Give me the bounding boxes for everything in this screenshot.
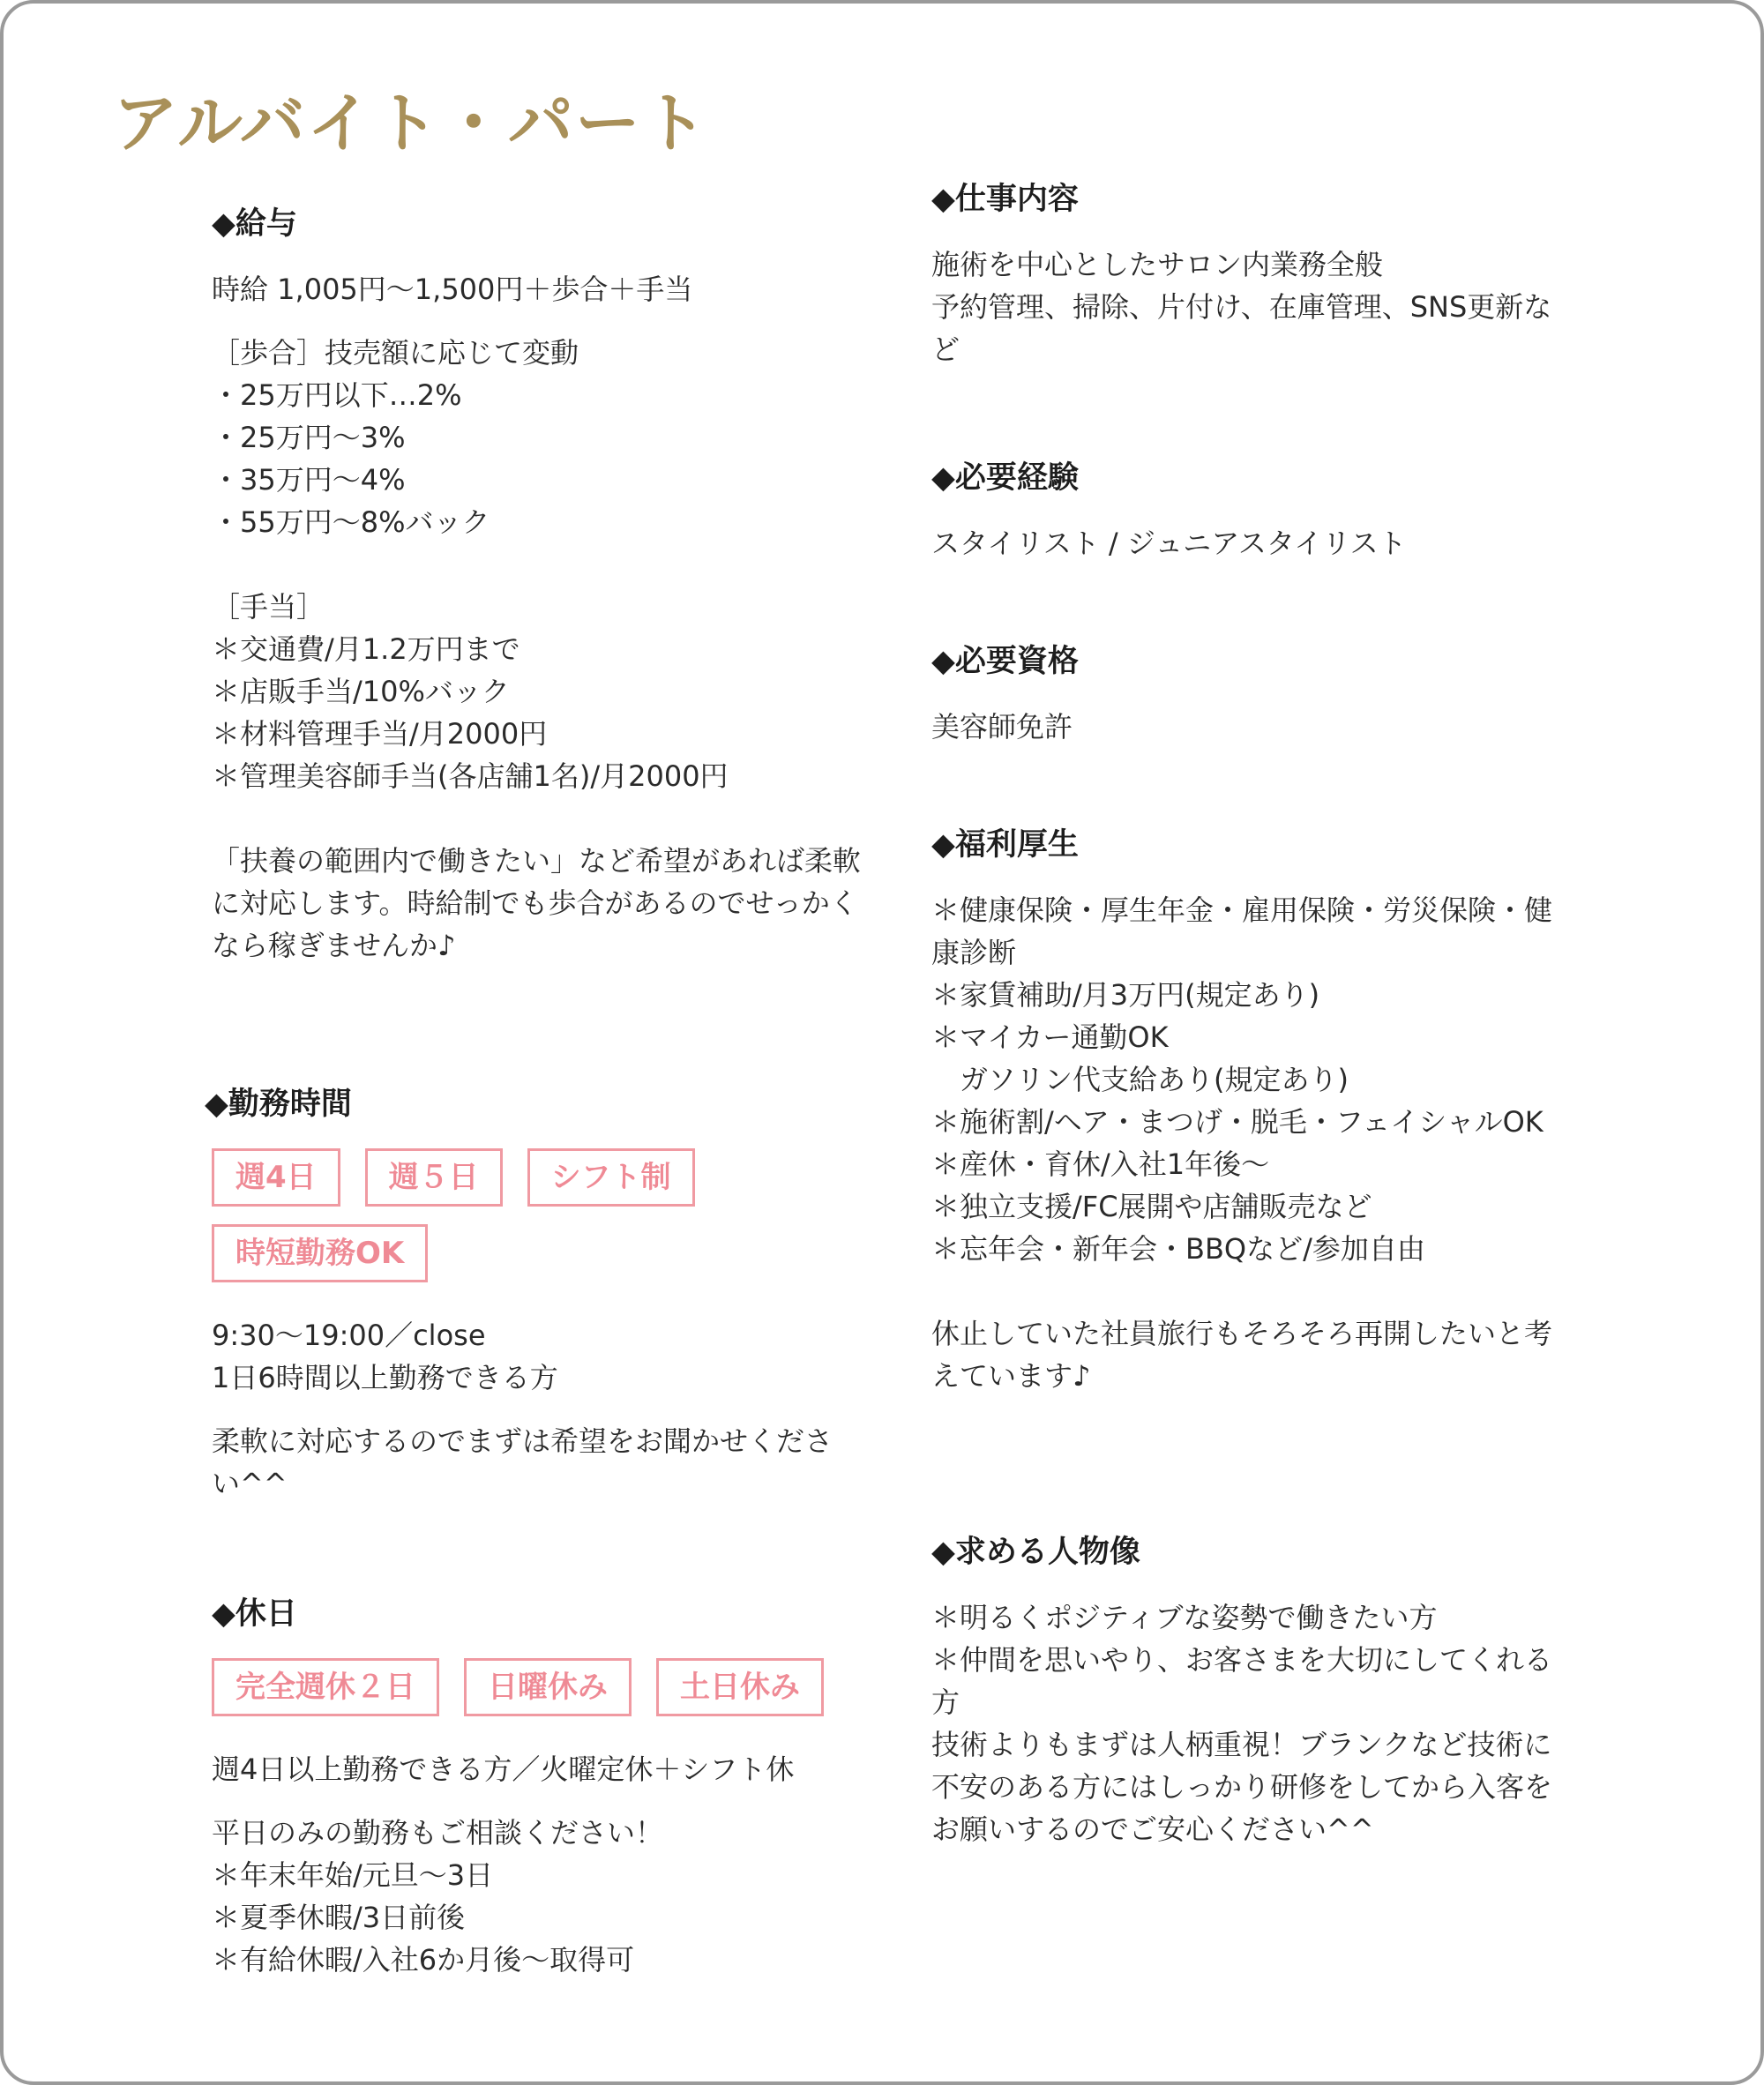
welfare-note: 休止していた社員旅行もそろそろ再開したいと考 [931,1316,1553,1350]
welfare-line: ＊産休・育休/入社1年後〜 [931,1147,1270,1181]
holiday-line: ＊年末年始/元旦〜3日 [212,1857,494,1892]
work-hours-note: 柔軟に対応するのでまずは希望をお聞かせくださ [212,1424,833,1458]
ideal-candidate-line: お願いするのでご安心ください^^ [931,1812,1374,1846]
allowance-item: ＊交通費/月1.2万円まで [212,631,520,666]
welfare-line: ＊健康保険・厚生年金・雇用保険・労災保険・健 [931,893,1553,927]
work-hours-note: い^^ [212,1466,288,1500]
commission-item: ・35万円〜4% [212,462,406,497]
salary-note-line: 「扶養の範囲内で働きたい」など希望があれば柔軟 [212,843,862,878]
welfare-heading: ◆福利厚生 [931,827,1079,863]
welfare-note: えています♪ [931,1358,1091,1393]
tag-5-days: 週５日 [365,1148,503,1207]
holiday-main: 週4日以上勤務できる方／火曜定休＋シフト休 [212,1752,795,1786]
welfare-line: ＊マイカー通勤OK [931,1020,1169,1054]
salary-note-line: に対応します。時給制でも歩合があるのでせっかく [212,886,858,920]
work-hours-heading: ◆勤務時間 [205,1087,352,1122]
welfare-line: ＊独立支援/FC展開や店舗販売など [931,1189,1372,1223]
experience-text: スタイリスト / ジュニアスタイリスト [931,526,1407,560]
qualification-heading: ◆必要資格 [931,644,1079,679]
holiday-line: 平日のみの勤務もご相談ください！ [212,1815,664,1850]
ideal-candidate-line: 技術よりもまずは人柄重視！ブランクなど技術に [931,1727,1552,1761]
holiday-line: ＊夏季休暇/3日前後 [212,1900,466,1934]
ideal-candidate-line: ＊仲間を思いやり、お客さまを大切にしてくれる [931,1642,1553,1677]
welfare-line: 康診断 [931,935,1017,969]
allowance-item: ＊材料管理手当/月2000円 [212,716,548,751]
experience-section [931,459,1566,564]
welfare-line: ＊家賃補助/月3万円(規定あり) [931,977,1320,1012]
holiday-section [212,1595,882,1981]
work-hours-line: 9:30〜19:00／close [212,1318,486,1352]
commission-item: ・25万円以下…2% [212,377,462,412]
ideal-candidate-line: 方 [931,1685,960,1719]
welfare-line: ＊施術割/ヘア・まつげ・脱毛・フェイシャルOK [931,1104,1544,1139]
commission-item: ・55万円〜8%バック [212,504,490,539]
ideal-candidate-line: 不安のある方にはしっかり研修をしてから入客を [931,1769,1553,1804]
tag-short-hours: 時短勤務OK [212,1224,428,1282]
welfare-line: ガソリン代支給あり(規定あり) [931,1062,1349,1096]
job-heading: ◆仕事内容 [931,182,1079,217]
qualification-section [931,642,1566,748]
allowance-title: ［手当］ [212,589,325,624]
holiday-tags [212,1658,864,1716]
tag-shift: シフト制 [527,1148,695,1207]
experience-heading: ◆必要経験 [931,460,1079,496]
salary-main: 時給 1,005円〜1,500円＋歩合＋手当 [212,272,693,306]
ideal-candidate-line: ＊明るくポジティブな姿勢で働きたい方 [931,1600,1438,1634]
job-line: 施術を中心としたサロン内業務全般 [931,247,1384,281]
holiday-line: ＊有給休暇/入社6か月後〜取得可 [212,1942,635,1977]
tag-sunday-off: 日曜休み [464,1658,632,1716]
work-hours-section [205,1085,875,1505]
tag-two-days-off: 完全週休２日 [212,1658,439,1716]
job-line: ど [931,332,960,366]
allowance-item: ＊管理美容師手当(各店舗1名)/月2000円 [212,759,729,793]
salary-heading: ◆給与 [212,206,297,242]
job-line: 予約管理、掃除、片付け、在庫管理、SNS更新な [931,289,1552,324]
tag-weekend-off: 土日休み [656,1658,824,1716]
ideal-candidate-heading: ◆求める人物像 [931,1535,1140,1570]
commission-title: ［歩合］技売額に応じて変動 [212,335,579,370]
welfare-section [931,826,1566,1397]
holiday-heading: ◆休日 [212,1596,297,1632]
salary-note-line: なら稼ぎませんか♪ [212,928,456,962]
qualification-text: 美容師免許 [931,709,1073,744]
work-hours-line: 1日6時間以上勤務できる方 [212,1360,558,1394]
ideal-candidate-section [931,1533,1566,1850]
commission-item: ・25万円〜3% [212,420,406,454]
welfare-line: ＊忘年会・新年会・BBQなど/参加自由 [931,1231,1425,1266]
work-hours-tags [212,1148,864,1282]
tag-4-days: 週4日 [212,1148,340,1207]
job-section [931,180,1566,370]
page-title: アルバイト・パート [113,86,709,161]
allowance-item: ＊店販手当/10%バック [212,674,510,708]
salary-section [212,205,882,967]
